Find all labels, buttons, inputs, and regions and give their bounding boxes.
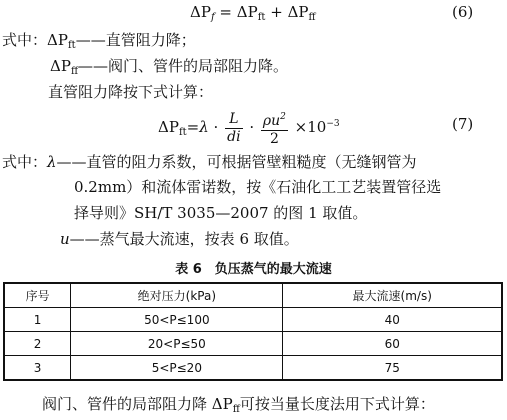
- eq6-term1: ΔP: [236, 3, 258, 21]
- eq7-tail-sup: −3: [326, 119, 340, 129]
- eq7-f2-num-sup: 2: [280, 111, 286, 122]
- cell-no: 1: [4, 308, 71, 332]
- velocity-table: [3, 282, 503, 381]
- cell-velocity: 40: [283, 308, 502, 332]
- header-velocity: 最大流速(m/s): [283, 283, 502, 308]
- where2-lambda-line1: [2, 152, 417, 172]
- table-caption: 表 6 负压蒸气的最大流速: [175, 262, 332, 277]
- eq7-f1-denominator: di: [227, 128, 241, 145]
- where2-u-line: [60, 229, 299, 249]
- intro-equation-7: 直管阻力降按下式计算：: [48, 83, 214, 101]
- where2-lambda-line2: 0.2mm）和流体雷诺数，按《石油化工工艺装置管径选: [74, 178, 442, 196]
- eq7-lambda: λ: [199, 118, 209, 136]
- eq7-tail: ×10: [294, 118, 327, 136]
- where1-item2-sub: ff: [70, 66, 79, 77]
- eq7-fraction-l-di: [225, 111, 242, 146]
- cell-pressure: 50<P≤100: [71, 308, 283, 332]
- eq7-lhs: ΔP: [158, 118, 179, 136]
- where1-item1-symbol: ΔP: [47, 31, 68, 49]
- eq7-equals: =: [186, 118, 200, 136]
- where1-item1-sub: ft: [67, 40, 76, 51]
- where1-item2-desc: ——阀门、管件的局部阻力降。: [78, 57, 289, 75]
- header-pressure: 绝对压力(kPa): [71, 283, 283, 308]
- eq6-term1-sub: ft: [257, 12, 266, 23]
- eq7-f1-numerator: L: [225, 111, 242, 129]
- cell-velocity: 75: [283, 356, 502, 381]
- eq7-dot2: ·: [249, 118, 255, 136]
- cell-velocity: 60: [283, 332, 502, 356]
- where2-u-symbol: u: [60, 230, 70, 248]
- table-row: [4, 308, 502, 332]
- table-header-row: [4, 283, 502, 308]
- table-row: [4, 332, 502, 356]
- equation-6: [190, 2, 316, 28]
- where1-item1-desc: ——直管阻力降；: [75, 31, 196, 49]
- footer-sub: ff: [232, 404, 240, 415]
- footer-pre: 阀门、管件的局部阻力降: [42, 395, 212, 413]
- where2-lambda-symbol: λ: [47, 153, 57, 171]
- eq6-lhs-sub: f: [210, 12, 215, 23]
- eq7-f2-denominator: 2: [269, 130, 279, 147]
- eq6-term2: ΔP: [287, 3, 309, 21]
- cell-pressure: 5<P≤20: [71, 356, 283, 381]
- where2-lambda-text1: ——直管的阻力系数，可根据管壁粗糙度（无缝钢管为: [56, 153, 417, 171]
- cell-no: 3: [4, 356, 71, 381]
- eq6-number: (6): [452, 3, 474, 21]
- where2-lambda-line3: 择导则》SH/T 3035—2007 的图 1 取值。: [74, 204, 368, 222]
- cell-no: 2: [4, 332, 71, 356]
- where1-item2: [50, 56, 288, 82]
- eq7-f2-num-text: ρu: [262, 112, 281, 129]
- where1-label: 式中：: [2, 31, 48, 49]
- where2-label: 式中：: [2, 153, 48, 171]
- eq7-fraction-rho-u2: [261, 109, 288, 148]
- cell-pressure: 20<P≤50: [71, 332, 283, 356]
- eq6-term2-sub: ff: [308, 12, 316, 23]
- footer-line: [42, 394, 435, 420]
- table-row: [4, 356, 502, 381]
- eq6-equals: =: [219, 3, 232, 21]
- footer-symbol: ΔP: [211, 395, 233, 413]
- header-no: 序号: [4, 283, 71, 308]
- eq7-lhs-sub: ft: [178, 127, 187, 138]
- where2-u-desc: ——蒸气最大流速，按表 6 取值。: [69, 230, 299, 248]
- eq7-f2-numerator: [261, 109, 288, 131]
- equation-7: [158, 106, 340, 151]
- eq7-dot1: ·: [213, 118, 219, 136]
- eq7-number: (7): [452, 115, 474, 133]
- eq6-plus: +: [270, 3, 283, 21]
- where1-item1: [2, 30, 196, 56]
- eq6-lhs: ΔP: [190, 3, 211, 21]
- footer-post: 可按当量长度法用下式计算：: [239, 395, 435, 413]
- where1-item2-symbol: ΔP: [50, 57, 71, 75]
